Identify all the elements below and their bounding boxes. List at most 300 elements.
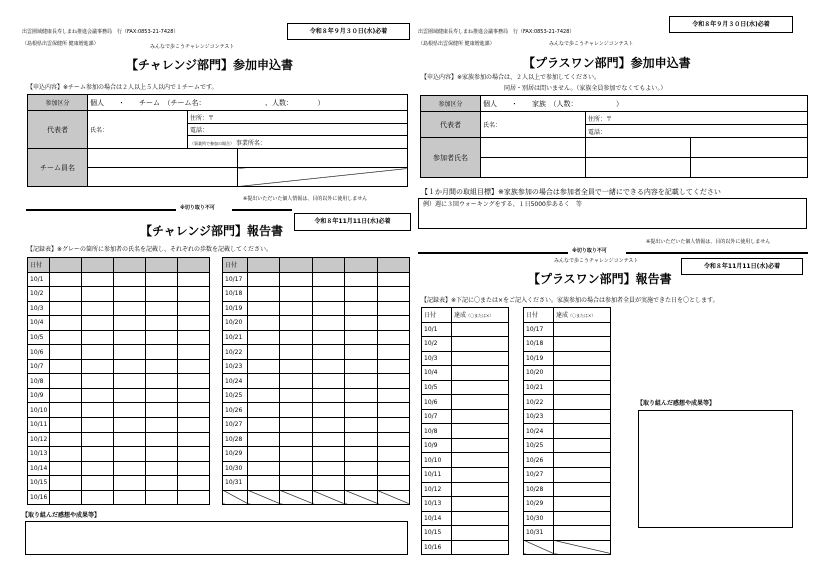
entry-cell[interactable] [554,366,611,381]
entry-cell[interactable] [554,337,611,352]
date-cell: 10/19 [524,351,554,366]
entry-cell[interactable] [554,468,611,483]
achieve-header-label: 達成 [556,312,569,320]
entry-cell[interactable] [50,476,82,491]
entry-cell[interactable] [82,374,114,389]
participant-name-cell[interactable] [146,258,178,273]
entry-cell[interactable] [345,301,377,316]
date-cell: 10/26 [524,453,554,468]
date-cell: 10/23 [223,359,248,374]
entry-cell[interactable] [82,316,114,331]
entry-cell[interactable] [312,301,344,316]
entry-cell[interactable] [280,345,312,360]
entry-cell[interactable] [312,345,344,360]
entry-cell[interactable] [146,447,178,462]
entry-cell[interactable] [82,345,114,360]
date-cell: 10/12 [422,482,452,497]
right-record-note: 【記録表】※下記に〇または×をご記入ください。家族参加の場合は参加者全員が実施できた日を〇とします。 [421,297,719,304]
date-cell: 10/8 [422,424,452,439]
entry-cell[interactable] [114,418,146,433]
entry-cell[interactable] [82,461,114,476]
entry-cell[interactable] [452,468,509,483]
member-cell[interactable] [481,138,586,158]
date-cell: 10/13 [28,447,50,462]
entry-cell[interactable] [377,447,409,462]
right-sender-line: 出雲圏域健康長寿しまね推進会議事務局 行（FAX:0853-21-7428） [418,29,575,35]
entry-cell[interactable] [248,301,280,316]
date-cell: 10/5 [422,380,452,395]
entry-cell[interactable] [114,330,146,345]
entry-cell[interactable] [312,287,344,302]
left-impressions-label: 【取り組んだ感想や成果等】 [22,512,101,519]
member-cell[interactable] [88,149,238,168]
entry-cell[interactable] [377,345,409,360]
date-cell: 10/29 [223,447,248,462]
entry-cell[interactable] [146,432,178,447]
entry-cell[interactable] [452,511,509,526]
entry-cell[interactable] [452,395,509,410]
left-impressions-box[interactable] [25,521,408,555]
entry-cell[interactable] [280,272,312,287]
date-cell: 10/24 [524,424,554,439]
member-cell-unused [238,168,408,187]
entry-cell[interactable] [50,374,82,389]
entry-cell[interactable] [377,403,409,418]
date-cell: 10/3 [28,301,50,316]
representative-name-field[interactable]: 氏名： [481,112,586,138]
entry-cell[interactable] [312,374,344,389]
entry-cell[interactable] [178,447,210,462]
entry-cell[interactable] [280,418,312,433]
entry-cell[interactable] [345,374,377,389]
entry-cell[interactable] [178,490,210,505]
right-privacy-note: ※提出いただいた個人情報は、目的以外に使用しません [646,239,771,245]
entry-cell[interactable] [280,447,312,462]
category-value[interactable]: 個人 ・ 家族 （人数： ） [481,96,808,112]
entry-cell[interactable] [178,330,210,345]
entry-cell[interactable] [377,418,409,433]
entry-cell[interactable] [178,316,210,331]
entry-cell[interactable] [114,316,146,331]
entry-cell[interactable] [50,287,82,302]
entry-cell[interactable] [248,374,280,389]
entry-cell[interactable] [312,476,344,491]
entry-cell[interactable] [178,432,210,447]
entry-cell[interactable] [554,409,611,424]
entry-cell[interactable] [50,490,82,505]
right-cut-notice: ※切り取り不可 [572,248,607,254]
entry-cell[interactable] [312,461,344,476]
entry-cell[interactable] [248,418,280,433]
entry-cell[interactable] [345,316,377,331]
phone-field[interactable]: 電話： [586,125,808,138]
entry-cell[interactable] [345,330,377,345]
entry-cell[interactable] [178,272,210,287]
entry-cell[interactable] [554,395,611,410]
entry-cell[interactable] [146,418,178,433]
entry-cell[interactable] [178,301,210,316]
entry-cell[interactable] [452,366,509,381]
entry-cell[interactable] [280,287,312,302]
date-cell: 10/17 [223,272,248,287]
member-cell[interactable] [238,149,408,168]
entry-cell[interactable] [280,330,312,345]
entry-cell[interactable] [554,380,611,395]
left-application-title: 【チャレンジ部門】参加申込書 [126,58,294,72]
date-cell: 10/19 [223,301,248,316]
member-cell[interactable] [88,168,238,187]
entry-cell[interactable] [248,345,280,360]
entry-cell[interactable] [452,540,509,555]
entry-cell[interactable] [248,287,280,302]
entry-cell[interactable] [146,388,178,403]
entry-cell[interactable] [377,432,409,447]
entry-cell[interactable] [50,345,82,360]
left-privacy-note: ※提出いただいた個人情報は、目的以外に使用しません [243,196,368,202]
date-cell: 10/20 [524,366,554,381]
entry-cell[interactable] [345,287,377,302]
entry-cell[interactable] [452,438,509,453]
unused-cell [223,490,248,505]
entry-cell[interactable] [50,330,82,345]
entry-cell[interactable] [452,409,509,424]
entry-cell[interactable] [452,351,509,366]
representative-label: 代表者 [421,112,481,138]
entry-cell[interactable] [248,272,280,287]
entry-cell[interactable] [114,432,146,447]
representative-label: 代表者 [28,111,88,149]
left-cut-line [26,209,176,211]
entry-cell[interactable] [114,388,146,403]
category-value[interactable]: 個人 ・ チーム （チーム名： 、人数： ） [88,95,408,111]
entry-cell[interactable] [248,388,280,403]
entry-cell[interactable] [146,345,178,360]
entry-cell[interactable] [50,316,82,331]
date-cell: 10/9 [28,388,50,403]
entry-cell[interactable] [248,461,280,476]
member-cell[interactable] [481,158,586,178]
entry-cell[interactable] [452,482,509,497]
office-field[interactable] [188,136,408,149]
participant-name-cell[interactable] [114,258,146,273]
entry-cell[interactable] [345,432,377,447]
entry-cell[interactable] [280,359,312,374]
entry-cell[interactable] [178,345,210,360]
date-cell: 10/14 [422,511,452,526]
entry-cell[interactable] [114,287,146,302]
address-field[interactable]: 住所：〒 [188,111,408,124]
date-header: 日付 [28,258,50,273]
entry-cell[interactable] [82,490,114,505]
entry-cell[interactable] [178,388,210,403]
entry-cell[interactable] [377,374,409,389]
entry-cell[interactable] [146,272,178,287]
entry-cell[interactable] [280,432,312,447]
entry-cell[interactable] [554,453,611,468]
entry-cell[interactable] [345,272,377,287]
entry-cell[interactable] [312,447,344,462]
entry-cell[interactable] [377,287,409,302]
entry-cell[interactable] [114,272,146,287]
left-contest-name: みんなで歩こうチャレンジコンテスト [150,44,235,50]
entry-cell[interactable] [178,461,210,476]
entry-cell[interactable] [312,403,344,418]
entry-cell[interactable] [82,447,114,462]
entry-cell[interactable] [312,388,344,403]
date-header: 日付 [223,258,248,273]
unused-cell [524,540,554,555]
entry-cell[interactable] [248,403,280,418]
entry-cell[interactable] [82,359,114,374]
participant-name-cell[interactable] [50,258,82,273]
entry-cell[interactable] [248,359,280,374]
entry-cell[interactable] [280,461,312,476]
entry-cell[interactable] [178,359,210,374]
entry-cell[interactable] [146,301,178,316]
entry-cell[interactable] [82,388,114,403]
entry-cell[interactable] [248,447,280,462]
entry-cell[interactable] [377,476,409,491]
date-cell: 10/16 [422,540,452,555]
entry-cell[interactable] [114,374,146,389]
entry-cell[interactable] [345,403,377,418]
right-contest-name: みんなで歩こうチャレンジコンテスト [549,41,634,47]
entry-cell[interactable] [312,432,344,447]
entry-cell[interactable] [248,476,280,491]
date-cell: 10/16 [28,490,50,505]
participant-name-cell[interactable] [377,258,409,273]
entry-cell[interactable] [345,447,377,462]
achieve-header [554,308,611,323]
entry-cell[interactable] [50,447,82,462]
entry-cell[interactable] [377,316,409,331]
left-report-deadline-badge: 令和８年11月11日(水)必着 [294,213,411,231]
entry-cell[interactable] [146,330,178,345]
right-cut-line [626,252,808,254]
entry-cell[interactable] [452,424,509,439]
date-cell: 10/21 [524,380,554,395]
entry-cell[interactable] [114,461,146,476]
representative-name-field[interactable]: 氏名： [88,111,188,149]
entry-cell[interactable] [146,316,178,331]
entry-cell[interactable] [312,316,344,331]
entry-cell[interactable] [280,476,312,491]
right-contest-name-2: みんなで歩こうチャレンジコンテスト [554,258,639,264]
entry-cell[interactable] [248,432,280,447]
entry-cell[interactable] [146,461,178,476]
entry-cell[interactable] [50,359,82,374]
entry-cell[interactable] [377,359,409,374]
right-record-table-b [523,307,611,555]
entry-cell[interactable] [114,490,146,505]
entry-cell[interactable] [312,418,344,433]
entry-cell[interactable] [50,388,82,403]
entry-cell[interactable] [377,461,409,476]
entry-cell[interactable] [146,374,178,389]
entry-cell[interactable] [377,301,409,316]
entry-cell[interactable] [114,476,146,491]
entry-cell[interactable] [146,287,178,302]
entry-cell[interactable] [312,330,344,345]
date-cell: 10/3 [422,351,452,366]
participant-name-cell[interactable] [82,258,114,273]
date-cell: 10/31 [223,476,248,491]
entry-cell[interactable] [50,272,82,287]
date-cell: 10/10 [28,403,50,418]
entry-cell[interactable] [312,359,344,374]
entry-cell[interactable] [554,351,611,366]
date-cell: 10/11 [422,468,452,483]
entry-cell[interactable] [452,526,509,541]
entry-cell[interactable] [82,403,114,418]
entry-cell[interactable] [248,330,280,345]
entry-cell[interactable] [280,403,312,418]
achieve-header-label: 達成 [454,312,467,320]
left-report-title: 【チャレンジ部門】報告書 [140,224,284,238]
entry-cell[interactable] [82,418,114,433]
left-application-note: 【申込内容】※チーム参加の場合は２人以上５人以内で１チームです。 [27,84,218,91]
left-sender-dept: （島根県出雲保健所 健康増進課） [22,41,99,47]
entry-cell[interactable] [452,337,509,352]
achieve-header-sub: （〇または×） [568,313,596,319]
right-report-deadline-badge: 令和８年11月11日(水)必着 [681,258,803,275]
entry-cell[interactable] [178,476,210,491]
phone-field[interactable]: 電話： [188,124,408,136]
entry-cell[interactable] [82,272,114,287]
date-cell: 10/15 [422,526,452,541]
date-cell: 10/29 [524,497,554,512]
left-deadline-badge: 令和８年９月３０日(水)必着 [287,23,410,40]
date-cell: 10/8 [28,374,50,389]
entry-cell[interactable] [50,432,82,447]
member-cell[interactable] [691,138,808,158]
participant-name-cell[interactable] [178,258,210,273]
entry-cell[interactable] [452,453,509,468]
date-cell: 10/18 [524,337,554,352]
entry-cell[interactable] [280,388,312,403]
office-note: （事業所で参加の場合） [190,140,234,146]
entry-cell[interactable] [377,388,409,403]
date-cell: 10/14 [28,461,50,476]
left-record-table-a [27,257,210,505]
entry-cell[interactable] [146,403,178,418]
entry-cell[interactable] [146,476,178,491]
date-header: 日付 [422,308,452,323]
unused-cell [312,490,344,505]
date-cell: 10/1 [422,322,452,337]
date-cell: 10/13 [422,497,452,512]
entry-cell[interactable] [50,461,82,476]
entry-cell[interactable] [345,461,377,476]
entry-cell[interactable] [114,447,146,462]
entry-cell[interactable] [554,424,611,439]
date-cell: 10/6 [422,395,452,410]
date-cell: 10/22 [524,395,554,410]
entry-cell[interactable] [50,418,82,433]
entry-cell[interactable] [280,316,312,331]
right-impressions-box[interactable] [638,410,793,528]
entry-cell[interactable] [114,301,146,316]
unused-cell [554,540,611,555]
member-cell[interactable] [586,158,691,178]
entry-cell[interactable] [50,301,82,316]
unused-cell [248,490,280,505]
entry-cell[interactable] [178,374,210,389]
goal-label: 【１か月間の取組目標】※家族参加の場合は参加者全員で一緒にできる内容を記載してください [421,188,721,196]
entry-cell[interactable] [146,490,178,505]
participant-name-cell[interactable] [248,258,280,273]
entry-cell[interactable] [82,432,114,447]
right-sender-dept: （島根県出雲保健所 健康増進課） [418,41,495,47]
entry-cell[interactable] [248,316,280,331]
goal-example: 例）週に３回ウォーキングをする、１日5000歩あるく 等 [423,201,582,208]
category-label: 参加区分 [421,96,481,112]
member-cell[interactable] [586,138,691,158]
entry-cell[interactable] [377,272,409,287]
right-application-note-2: 同居・別居は問いません。（家族全員参加でなくてもよい。） [504,85,667,92]
achieve-header-sub: （〇または×） [466,313,494,319]
participant-name-cell[interactable] [345,258,377,273]
date-cell: 10/21 [223,330,248,345]
entry-cell[interactable] [554,438,611,453]
entry-cell[interactable] [146,359,178,374]
entry-cell[interactable] [50,403,82,418]
entry-cell[interactable] [280,374,312,389]
entry-cell[interactable] [345,359,377,374]
entry-cell[interactable] [178,418,210,433]
category-label: 参加区分 [28,95,88,111]
entry-cell[interactable] [82,287,114,302]
date-cell: 10/30 [524,511,554,526]
entry-cell[interactable] [554,511,611,526]
entry-cell[interactable] [312,272,344,287]
participant-name-cell[interactable] [312,258,344,273]
date-cell: 10/23 [524,409,554,424]
entry-cell[interactable] [554,526,611,541]
date-cell: 10/28 [524,482,554,497]
entry-cell[interactable] [345,345,377,360]
entry-cell[interactable] [554,482,611,497]
entry-cell[interactable] [554,497,611,512]
entry-cell[interactable] [280,301,312,316]
date-cell: 10/17 [524,322,554,337]
participant-name-cell[interactable] [280,258,312,273]
entry-cell[interactable] [82,476,114,491]
entry-cell[interactable] [554,322,611,337]
entry-cell[interactable] [452,380,509,395]
unused-cell [377,490,409,505]
entry-cell[interactable] [114,345,146,360]
entry-cell[interactable] [82,301,114,316]
entry-cell[interactable] [345,418,377,433]
entry-cell[interactable] [345,388,377,403]
date-cell: 10/30 [223,461,248,476]
date-cell: 10/27 [223,418,248,433]
entry-cell[interactable] [82,330,114,345]
entry-cell[interactable] [114,403,146,418]
entry-cell[interactable] [114,359,146,374]
entry-cell[interactable] [345,476,377,491]
date-cell: 10/25 [223,388,248,403]
entry-cell[interactable] [178,403,210,418]
member-cell[interactable] [691,158,808,178]
right-application-form [420,95,808,178]
entry-cell[interactable] [452,497,509,512]
address-field[interactable]: 住所：〒 [586,112,808,125]
entry-cell[interactable] [178,287,210,302]
entry-cell[interactable] [452,322,509,337]
entry-cell[interactable] [377,330,409,345]
